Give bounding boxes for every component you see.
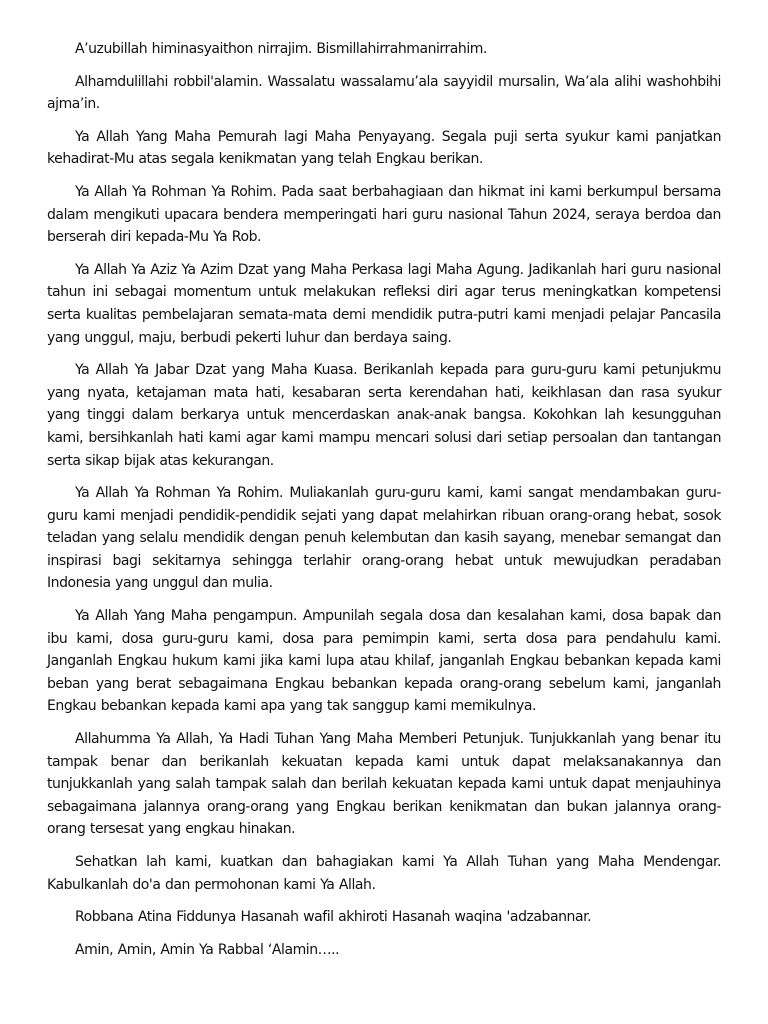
paragraph-right-path: Allahumma Ya Allah, Ya Hadi Tuhan Yang Maha Memberi Petunjuk. Tunjukkanlah yang benar itu tampak benar dan berikanlah kekuatan kepada kami untuk dapat melaksanakannya dan tunjukkanlah yang salah tampak salah dan berilah kekuatan kepada kami untuk dapat menjauhinya sebagaimana jalannya orang-orang yang Engkau berikan kenikmatan dan bukan jalannya orang-orang tersesat yang engkau hinakan. — [47, 731, 721, 838]
paragraph-gratitude: Ya Allah Yang Maha Pemurah lagi Maha Penyayang. Segala puji serta syukur kami panjatkan kehadirat-Mu atas segala kenikmatan yang telah Engkau berikan. — [47, 128, 721, 168]
paragraph-robbana: Robbana Atina Fiddunya Hasanah wafil akhiroti Hasanah waqina 'adzabannar. — [75, 909, 592, 926]
paragraph-forgiveness: Ya Allah Yang Maha pengampun. Ampunilah segala dosa dan kesalahan kami, dosa bapak dan ibu kami, dosa guru-guru kami, dosa para pemimpin kami, serta dosa para pendahulu kami. Janganlah Engkau hukum kami jika kami lupa atau khilaf, janganlah Engkau bebankan kepada kami beban yang berat sebagaimana Engkau bebankan kepada orang-orang sebelum kami, janganlah Engkau bebankan kepada kami apa yang tak sanggup kami memikulnya. — [47, 608, 721, 715]
paragraph-honor-teachers: Ya Allah Ya Rohman Ya Rohim. Muliakanlah guru-guru kami, kami sangat mendambakan guru-guru kami menjadi pendidik-pendidik sejati yang dapat melahirkan ribuan orang-orang hebat, sosok teladan yang selalu mendidik dengan penuh kelembutan dan kasih sayang, menebar semangat dan inspirasi bagi sekitarnya sehingga terlahir orang-orang hebat untuk mewujudkan peradaban Indonesia yang unggul dan mulia. — [47, 485, 721, 592]
paragraph-opening-praise: Alhamdulillahi robbil'alamin. Wassalatu wassalamu’ala sayyidil mursalin, Wa’ala alihi washohbihi ajma’in. — [47, 73, 721, 113]
paragraph-taawudz: A’uzubillah himinasyaithon nirrajim. Bismillahirrahmanirrahim. — [75, 41, 487, 57]
paragraph-guidance-teachers: Ya Allah Ya Jabar Dzat yang Maha Kuasa. Berikanlah kepada para guru-guru kami petunjukmu yang nyata, ketajaman mata hati, kesabaran serta kerendahan hati, keikhlasan dan rasa syukur yang tinggi dalam berkarya untuk mencerdaskan anak-anak bangsa. Kokohkan lah kesungguhan kami, bersihkanlah hati kami agar kami mampu mencari solusi dari setiap persoalan dan tantangan serta sikap bijak atas kekurangan. — [47, 362, 721, 469]
paragraph-reflection: Ya Allah Ya Aziz Ya Azim Dzat yang Maha Perkasa lagi Maha Agung. Jadikanlah hari guru nasional tahun ini sebagai momentum untuk melakukan refleksi diri agar terus meningkatkan kompetensi serta kualitas pembelajaran semata-mata demi mendidik putra-putri kami menjadi pelajar Pancasila yang unggul, maju, berbudi pekerti luhur dan berdaya saing. — [47, 261, 721, 346]
document-page — [47, 38, 721, 971]
paragraph-health-request: Sehatkan lah kami, kuatkan dan bahagiakan kami Ya Allah Tuhan yang Maha Mendengar. Kabulkanlah do'a dan permohonan kami Ya Allah. — [47, 854, 721, 893]
paragraph-amin: Amin, Amin, Amin Ya Rabbal ‘Alamin….. — [75, 941, 340, 958]
paragraph-gathering: Ya Allah Ya Rohman Ya Rohim. Pada saat berbahagiaan dan hikmat ini kami berkumpul bersama dalam mengikuti upacara bendera memperingati hari guru nasional Tahun 2024, seraya berdoa dan berserah diri kepada-Mu Ya Rob. — [47, 183, 721, 246]
